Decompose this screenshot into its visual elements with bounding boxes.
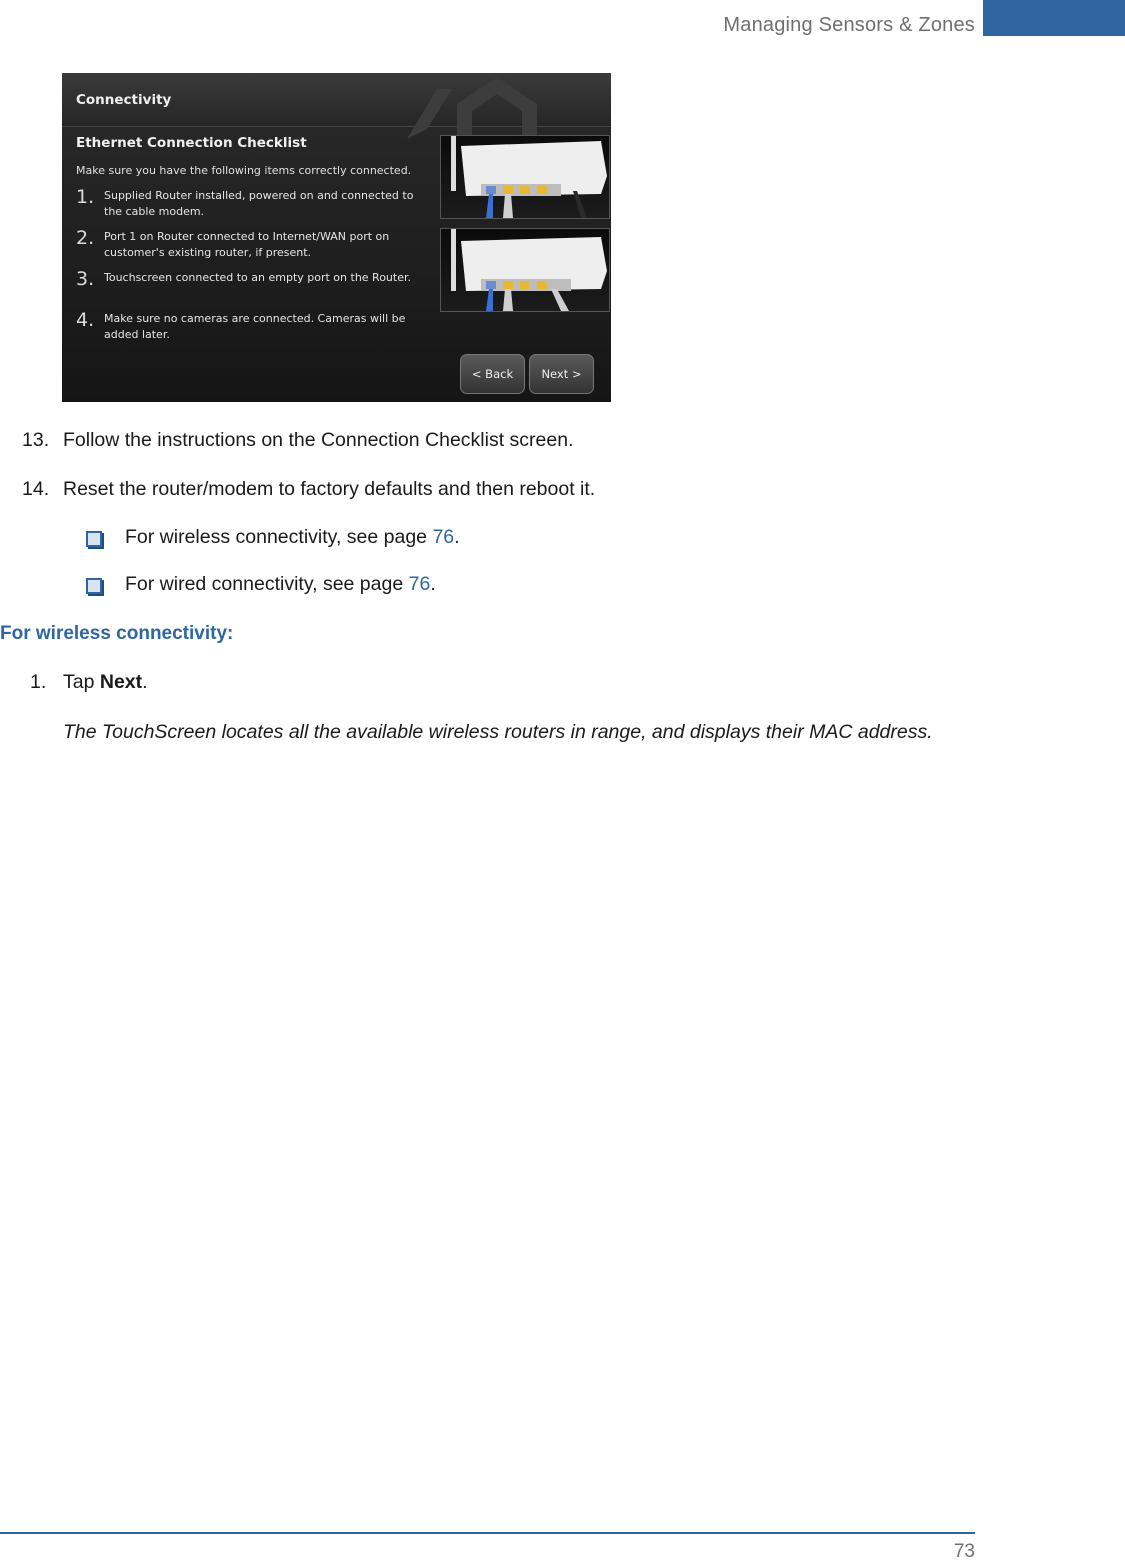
page-link[interactable]: 76 (432, 526, 455, 548)
header-accent-bar (983, 0, 1125, 36)
router-photo (440, 228, 610, 312)
page-number: 73 (953, 1541, 975, 1562)
checklist-item-number: 4. (76, 309, 95, 331)
step-number: 14. (22, 478, 50, 500)
step-end: . (142, 671, 148, 693)
header-title: Managing Sensors & Zones (723, 14, 975, 36)
back-button[interactable]: < Back (460, 354, 525, 394)
checklist-item-text: Supplied Router installed, powered on and connected to the cable modem. (104, 189, 414, 218)
checklist-item-text: Touchscreen connected to an empty port on the Router. (104, 271, 411, 284)
step-number: 1. (30, 671, 47, 693)
checklist-subtitle: Make sure you have the following items correctly connected. (76, 164, 412, 177)
step-text (63, 671, 148, 694)
checkbox-bullet-icon (86, 531, 102, 547)
checklist-item-number: 1. (76, 186, 95, 208)
page-link[interactable]: 76 (408, 573, 431, 595)
checkbox-bullet-icon (86, 578, 102, 594)
bullet-text (125, 573, 436, 596)
screenshot-title: Connectivity (76, 92, 172, 108)
connectivity-screenshot (62, 73, 611, 402)
footer-divider (0, 1532, 975, 1534)
step-text: Follow the instructions on the Connection Checklist screen. (63, 429, 574, 451)
bullet-end: . (430, 573, 436, 595)
step-text: Reset the router/modem to factory defaults and then reboot it. (63, 478, 596, 500)
next-button[interactable]: Next > (529, 354, 594, 394)
checklist-item-text: Port 1 on Router connected to Internet/WAN port on customer's existing router, if present. (104, 230, 390, 259)
bullet-text (125, 526, 460, 549)
checklist-item-text: Make sure no cameras are connected. Cameras will be added later. (104, 312, 406, 341)
bullet-label: For wired connectivity, see page (125, 573, 409, 595)
section-heading: For wireless connectivity: (0, 623, 234, 644)
house-logo-icon (397, 73, 537, 139)
checklist-item-number: 2. (76, 227, 95, 249)
router-photo (440, 135, 610, 219)
checklist-heading: Ethernet Connection Checklist (76, 135, 307, 151)
step-bold: Next (99, 671, 143, 693)
checklist-item-number: 3. (76, 268, 95, 290)
bullet-label: For wireless connectivity, see page (125, 526, 433, 548)
step-number: 13. (22, 429, 50, 451)
italic-note: The TouchScreen locates all the available wireless routers in range, and displays their MAC address. (63, 721, 933, 743)
bullet-end: . (454, 526, 460, 548)
step-prefix: Tap (63, 671, 100, 693)
